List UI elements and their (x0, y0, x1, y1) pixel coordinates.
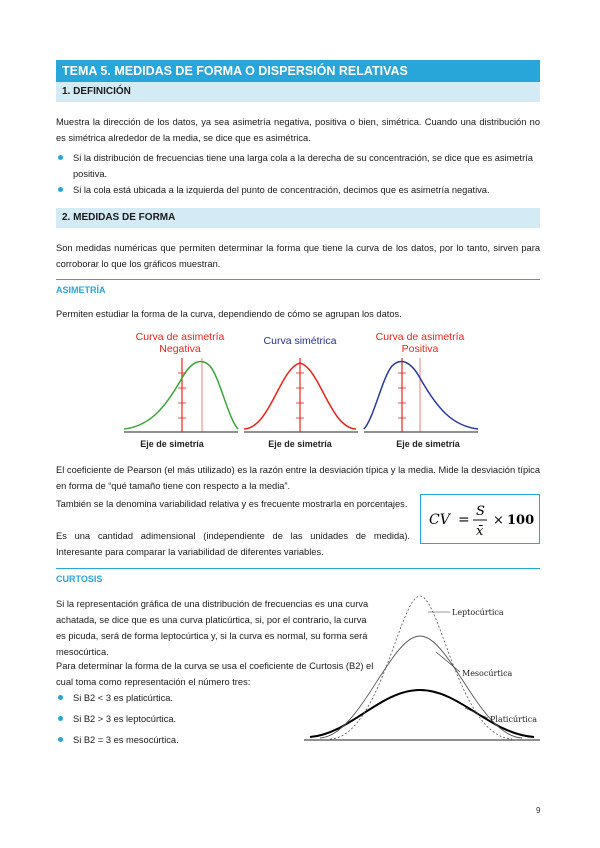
bullet-text: Si la cola está ubicada a la izquierda del punto de concentración, decimos que es asimetría negativa. (73, 185, 490, 195)
tick-marks (178, 373, 406, 418)
pearson-paragraph: El coeficiente de Pearson (el más utilizado) es la razón entre la desviación típica y la media. Mide la desviación típica en forma de “qué tamaño tiene con respecto a la media”. (56, 465, 540, 491)
curve-positiva-title-1: Curva de asimetría (375, 331, 465, 343)
formula-lhs: CV (429, 512, 450, 528)
asymmetry-curves-figure (120, 328, 482, 454)
bullet-dot-icon (58, 187, 63, 192)
curve-positiva (364, 362, 478, 429)
cv-formula-box (420, 494, 540, 544)
curve-positiva-title-2: Positiva (401, 343, 439, 355)
section-heading-definicion: 1. DEFINICIÓN (56, 82, 540, 102)
curve-negativa-title-2: Negativa (159, 343, 201, 355)
section-heading-medidas: 2. MEDIDAS DE FORMA (56, 208, 540, 228)
bullet-dot-icon (58, 716, 63, 721)
adimensional-paragraph: Es una cantidad adimensional (independiente de las unidades de medida). Interesante para comparar la variabilidad de diferentes variables. (56, 531, 410, 557)
axis-label-negativa: Eje de simetría (140, 439, 204, 449)
bullet-dot-icon (58, 695, 63, 700)
asimetria-intro: Permiten estudiar la forma de la curva, dependiendo de cómo se agrupan los datos. (56, 309, 402, 319)
page-number: 9 (536, 806, 541, 815)
cv-formula (421, 495, 538, 542)
definicion-paragraph: Muestra la dirección de los datos, ya sea asimetría negativa, positiva o bien, simétrica. Cuando una distribución no es simétrica alrededor de la media, se dice que es asimétrica. (56, 117, 540, 143)
bullet-text: Si B2 < 3 es platicúrtica. (73, 693, 173, 703)
axis-label-simetrica: Eje de simetría (268, 439, 332, 449)
leader-line (436, 652, 460, 672)
curve-negativa-title-1: Curva de asimetría (135, 331, 225, 343)
platicurtica-curve (310, 690, 534, 737)
axis-label-positiva: Eje de simetría (396, 439, 460, 449)
label-leptocurtica: Leptocúrtica (452, 608, 504, 617)
asimetria-heading: ASIMETRÍA (56, 285, 106, 295)
curtosis-heading: CURTOSIS (56, 574, 103, 584)
medidas-paragraph: Son medidas numéricas que permiten determinar la forma que tiene la curva de los datos, por lo tanto, sirven para corroborar lo que los gráficos muestran. (56, 243, 540, 269)
variabilidad-paragraph: También se la denomina variabilidad relativa y es frecuente mostrarla en porcentajes. (56, 499, 408, 509)
divider-line (56, 279, 540, 280)
bullet-text: Si la distribución de frecuencias tiene una larga cola a la derecha de su concentración, se dice que es asimetría positiva. (73, 153, 533, 179)
formula-numerator: S (476, 504, 485, 519)
formula-factor: 100 (507, 513, 535, 528)
bullet-text: Si B2 = 3 es mesocúrtica. (73, 735, 179, 745)
bullet-dot-icon (58, 155, 63, 160)
leader-line (465, 708, 488, 718)
label-mesocurtica: Mesocúrtica (462, 669, 513, 678)
curve-negativa (124, 362, 238, 429)
curve-simetrica-title: Curva simétrica (263, 335, 337, 347)
label-platicurtica: Platicúrtica (490, 715, 537, 724)
kurtosis-curves-figure (300, 590, 544, 746)
bullet-text: Si B2 > 3 es leptocúrtica. (73, 714, 177, 724)
formula-denominator: x̄ (476, 524, 484, 539)
formula-equals: = (458, 512, 470, 528)
divider-line (56, 568, 540, 569)
curtosis-paragraph-1: Si la representación gráfica de una distribución de frecuencias es una curva achatada, se dice que es una curva platicúrtica, si, por el contrario, la curva es picuda, será de forma leptocúrtica y, si la curva es normal, su forma será mesocúrtica. (56, 599, 369, 657)
chapter-title: TEMA 5. MEDIDAS DE FORMA O DISPERSIÓN RELATIVAS (56, 60, 540, 82)
formula-times: × (493, 513, 504, 528)
curtosis-paragraph-2: Para determinar la forma de la curva se usa el coeficiente de Curtosis (B2) el cual toma como representación el número tres: (56, 661, 374, 687)
bullet-dot-icon (58, 737, 63, 742)
